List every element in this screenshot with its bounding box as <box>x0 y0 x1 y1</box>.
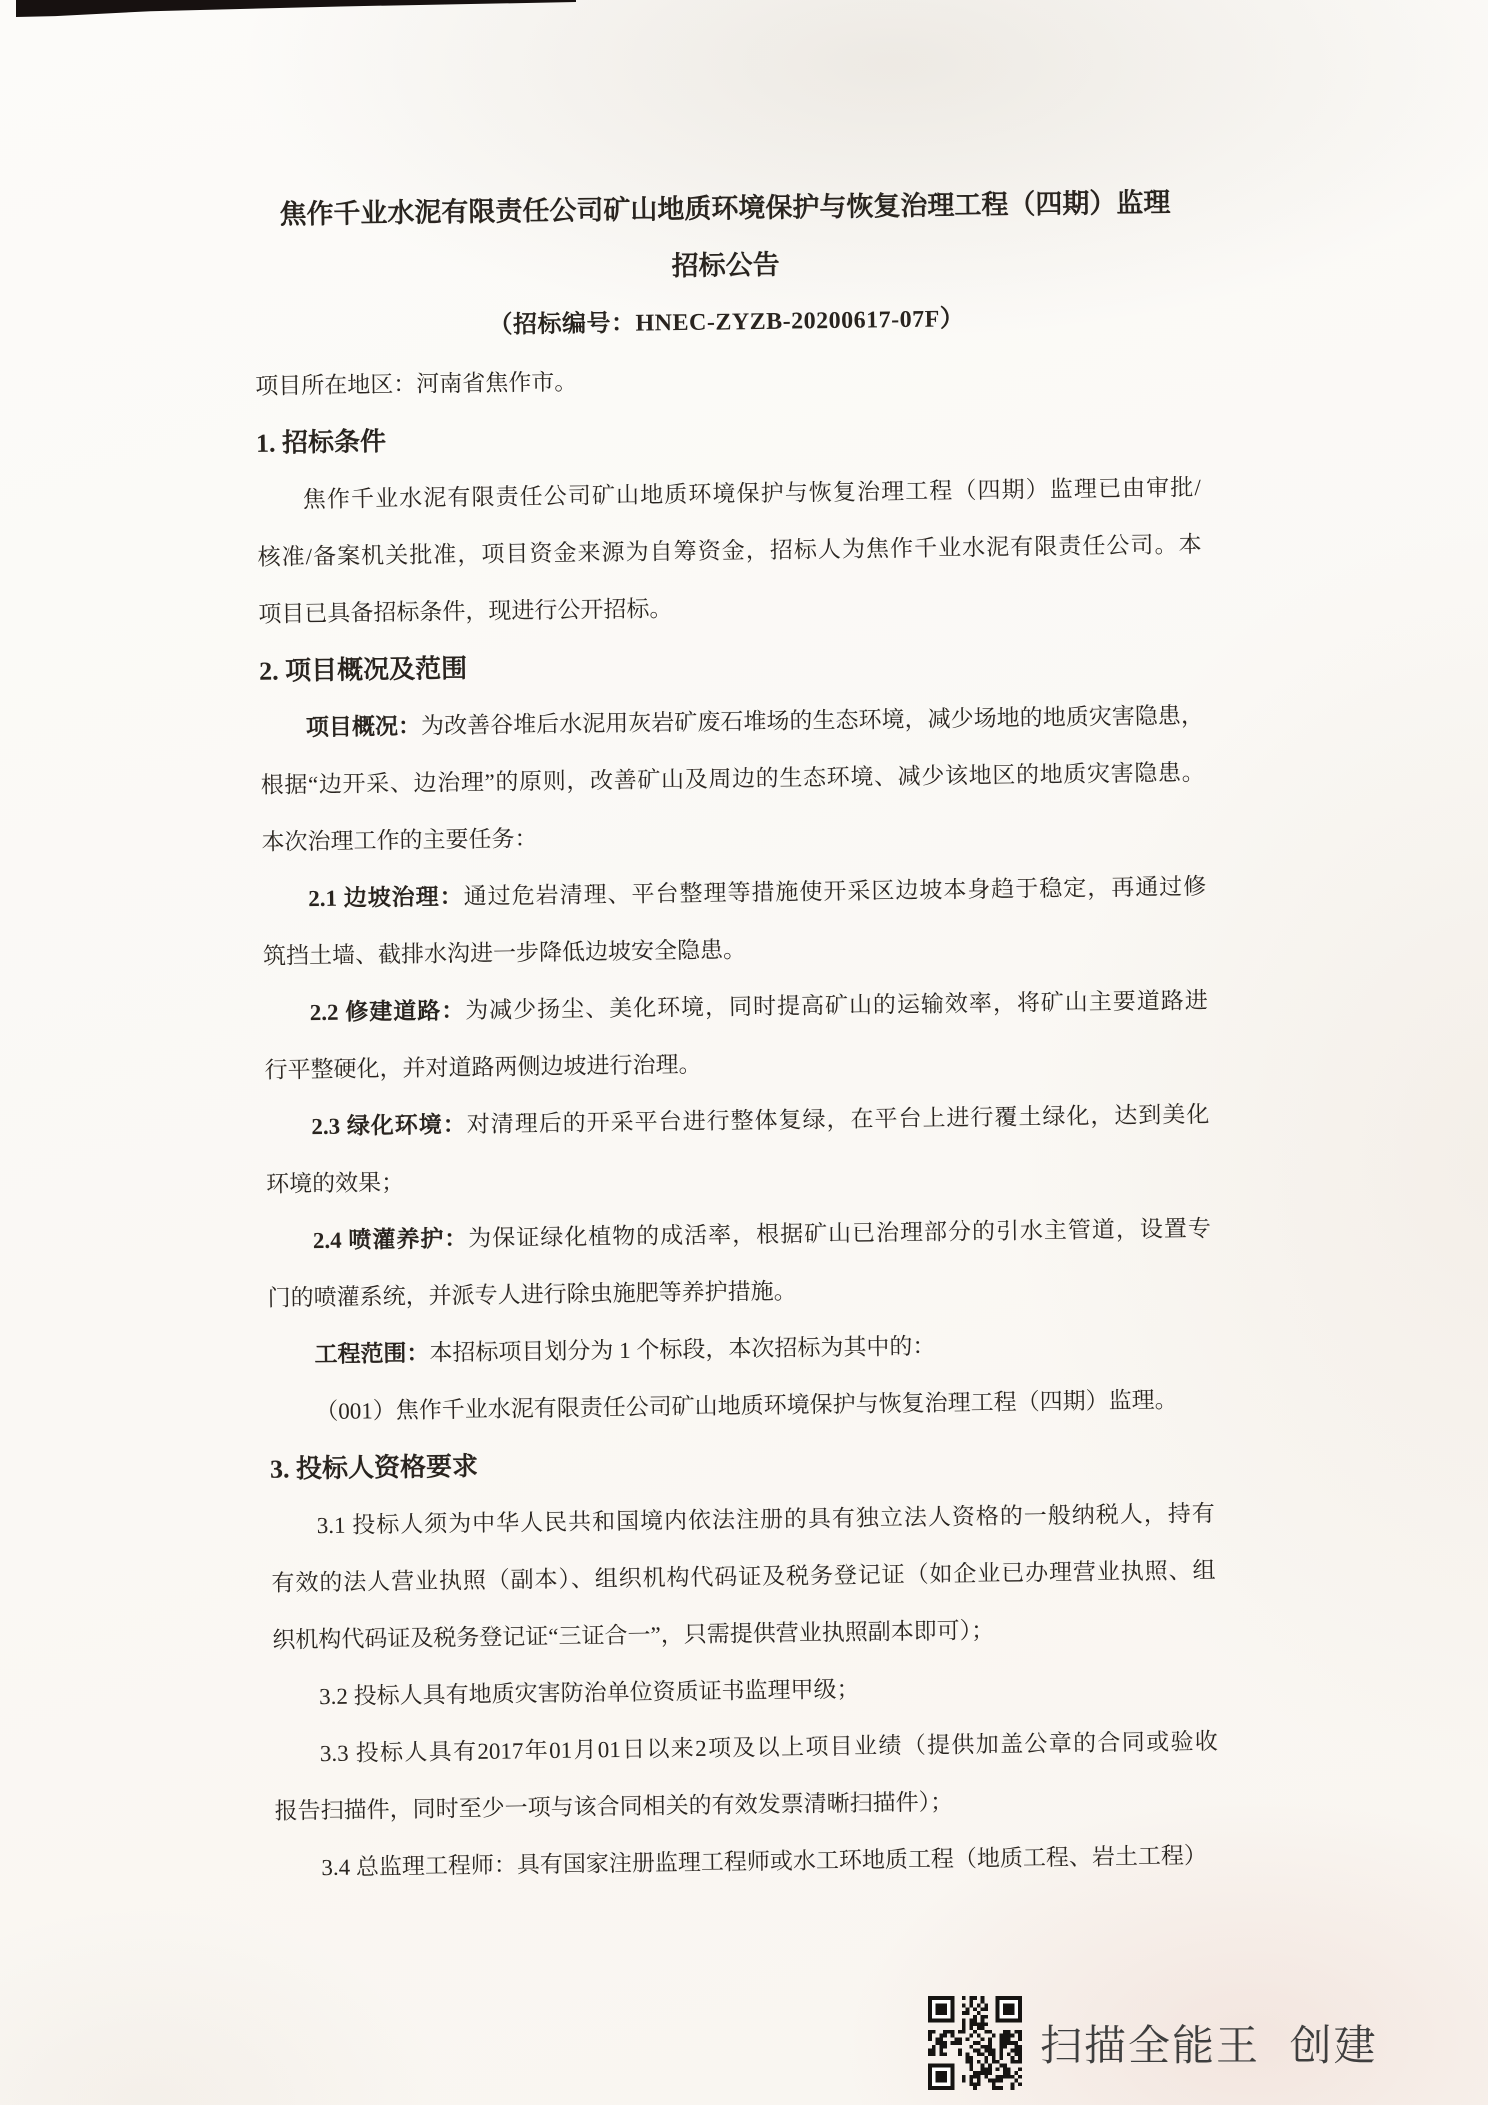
section-3-heading: 3. 投标人资格要求 <box>269 1451 479 1484</box>
para-line: 焦作千业水泥有限责任公司矿山地质环境保护与恢复治理工程（四期）监理已由审批/ <box>302 474 1201 513</box>
para-text: 为改善谷堆后水泥用灰岩矿废石堆场的生态环境，减少场地的地质灾害隐患， <box>420 702 1205 739</box>
scan-edge-artifact <box>16 0 576 17</box>
page-title-line-1: 焦作千业水泥有限责任公司矿山地质环境保护与恢复治理工程（四期）监理 <box>279 187 1171 230</box>
para-lead-label: 2.1 边坡治理： <box>308 884 464 912</box>
tender-number-line: （招标编号：HNEC-ZYZB-20200617-07F） <box>488 306 965 339</box>
para-lead-label: 工程范围： <box>314 1340 430 1368</box>
scanner-watermark-label: 扫描全能王 创建 <box>1040 2022 1378 2069</box>
section-2-heading: 2. 项目概况及范围 <box>258 653 468 686</box>
qr-code-icon <box>928 1995 1022 2091</box>
para-line: 3.4 总监理工程师：具有国家注册监理工程师或水工环地质工程（地质工程、岩土工程） <box>321 1843 1208 1881</box>
para-lead-label: 2.2 修建道路： <box>309 998 466 1026</box>
para-line: 3.1 投标人须为中华人民共和国境内依法注册的具有独立法人资格的一般纳税人，持有 <box>316 1500 1215 1539</box>
section-1-heading: 1. 招标条件 <box>255 427 387 458</box>
para-line: 有效的法人营业执照（副本）、组织机构代码证及税务登记证（如企业已办理营业执照、组 <box>271 1557 1216 1596</box>
para-lead-label: 2.3 绿化环境： <box>311 1112 467 1140</box>
para-lead-label: 2.4 喷灌养护： <box>312 1226 469 1254</box>
para-text: 本招标项目划分为 1 个标段，本次招标为其中的： <box>429 1333 936 1366</box>
para-text: 通过危岩清理、平台整理等措施使开采区边坡本身趋于稳定，再通过修 <box>463 873 1207 910</box>
para-line: 环境的效果； <box>265 1169 405 1197</box>
page-title-line-2: 招标公告 <box>671 249 780 282</box>
para-line: 根据“边开采、边治理”的原则，改善矿山及周边的生态环境、减少该地区的地质灾害隐患。 <box>260 759 1205 798</box>
para-line: 报告扫描件，同时至少一项与该合同相关的有效发票清晰扫描件）； <box>274 1789 954 1824</box>
para-lead-label: 项目概况： <box>305 713 422 741</box>
para-line: 3.3 投标人具有2017年01月01日以来2项及以上项目业绩（提供加盖公章的合同或验收 <box>319 1728 1218 1767</box>
document-body <box>253 174 1220 1897</box>
para-line: 本次治理工作的主要任务： <box>261 826 538 855</box>
para-line: 门的喷灌系统，并派专人进行除虫施肥等养护措施。 <box>267 1278 797 1311</box>
para-text: 对清理后的开采平台进行整体复绿，在平台上进行覆土绿化，达到美化 <box>466 1101 1210 1138</box>
para-text: 为减少扬尘、美化环境，同时提高矿山的运输效率，将矿山主要道路进 <box>465 987 1208 1024</box>
para-line: 核准/备案机关批准，项目资金来源为自筹资金，招标人为焦作千业水泥有限责任公司。本 <box>257 531 1202 570</box>
para-line: 项目已具备招标条件，现进行公开招标。 <box>258 596 673 627</box>
para-text: 为保证绿化植物的成活率，根据矿山已治理部分的引水主管道，设置专 <box>468 1215 1212 1252</box>
para-line: 3.2 投标人具有地质灾害防治单位资质证书监理甲级； <box>318 1676 860 1710</box>
para-line: （001）焦作千业水泥有限责任公司矿山地质环境保护与恢复治理工程（四期）监理。 <box>315 1387 1178 1425</box>
project-location-line: 项目所在地区：河南省焦作市。 <box>255 369 578 399</box>
para-line: 行平整硬化，并对道路两侧边坡进行治理。 <box>264 1051 702 1083</box>
para-line: 织机构代码证及税务登记证“三证合一”，只需提供营业执照副本即可）； <box>272 1617 995 1653</box>
para-line: 筑挡土墙、截排水沟进一步降低边坡安全隐患。 <box>262 937 747 969</box>
